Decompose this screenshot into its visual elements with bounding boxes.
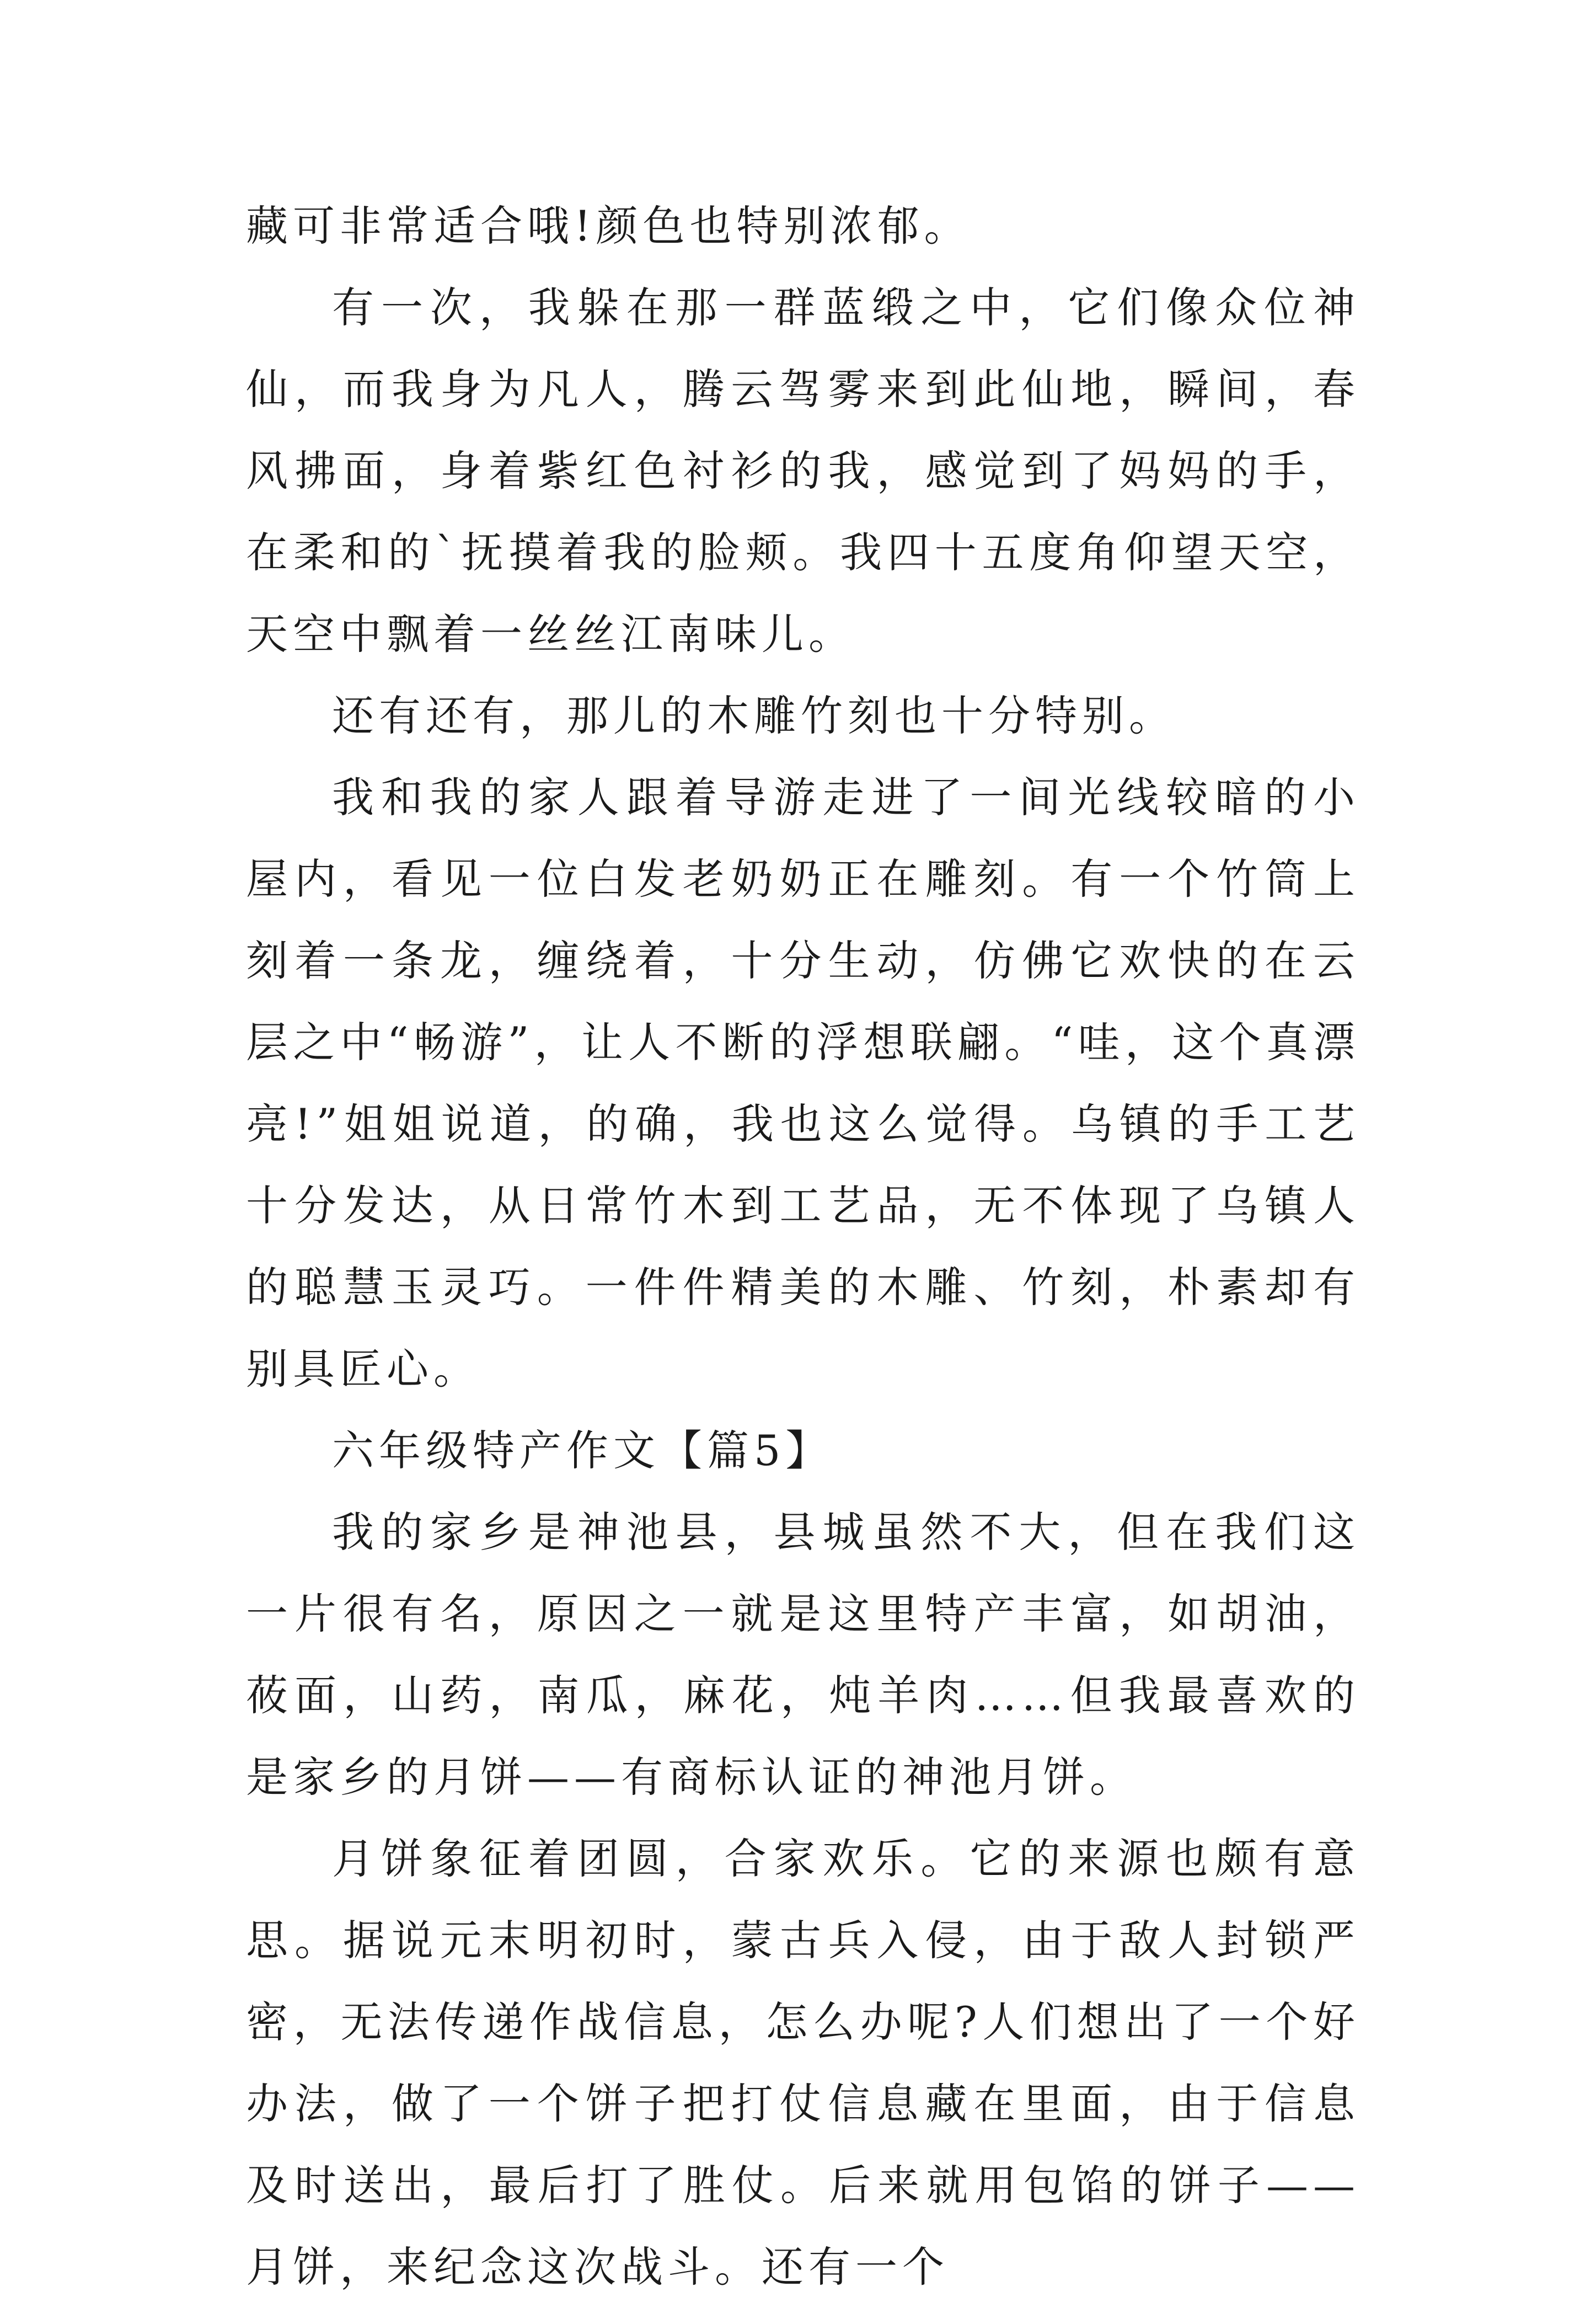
paragraph-hometown-shenchi: 我的家乡是神池县，县城虽然不大，但在我们这一片很有名，原因之一就是这里特产丰富，如胡油，莜面，山药，南瓜，麻花，炖羊肉……但我最喜欢的是家乡的月饼——有商标认证的神池月饼。 (246, 1508, 1360, 1802)
paragraph-mooncake-origin: 月饼象征着团圆，合家欢乐。它的来源也颇有意思。据说元末明初时，蒙古兵入侵，由于敌人封锁严密，无法传递作战信息，怎么办呢?人们想出了一个好办法，做了一个饼子把打仗信息藏在里面，由于信息及时送出，最后打了胜仗。后来就用包馅的饼子——月饼，来纪念这次战斗。还有一个 (246, 1834, 1360, 2291)
section-heading: 六年级特产作文【篇5】 (332, 1426, 833, 1475)
paragraph-continuation: 藏可非常适合哦!颜色也特别浓郁。 (246, 201, 971, 250)
paragraph-hiding-in-blue-satin: 有一次，我躲在那一群蓝缎之中，它们像众位神仙，而我身为凡人，腾云驾雾来到此仙地，瞬间，春风拂面，身着紫红色衬衫的我，感觉到了妈妈的手，在柔和的`抚摸着我的脸颊。我四十五度角仰望天空，天空中飘着一丝丝江南味儿。 (246, 283, 1360, 659)
paragraph-wood-bamboo-carving: 还有还有，那儿的木雕竹刻也十分特别。 (332, 691, 1176, 740)
paragraph-carving-workshop: 我和我的家人跟着导游走进了一间光线较暗的小屋内，看见一位白发老奶奶正在雕刻。有一个竹筒上刻着一条龙，缠绕着，十分生动，仿佛它欢快的在云层之中“畅游”，让人不断的浮想联翩。“哇，这个真漂亮!”姐姐说道，的确，我也这么觉得。乌镇的手工艺十分发达，从日常竹木到工艺品，无不体现了乌镇人的聪慧玉灵巧。一件件精美的木雕、竹刻，朴素却有别具匠心。 (246, 773, 1360, 1393)
document-body (246, 185, 1360, 2308)
